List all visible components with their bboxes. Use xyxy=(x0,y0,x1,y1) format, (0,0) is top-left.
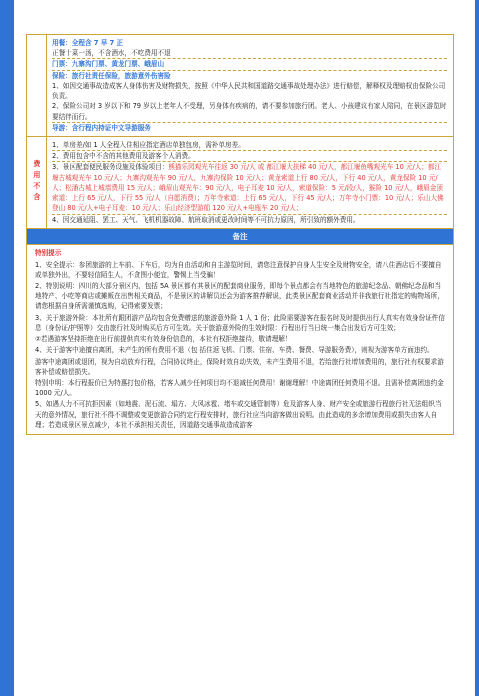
guide-title: 导游：含行程内持证中文导游服务 xyxy=(52,123,151,132)
meal-title: 用餐：全程含 7 早 7 正 xyxy=(52,39,124,47)
notes-header: 备注 xyxy=(27,229,453,246)
tickets-title: 门票：九寨沟门票、黄龙门票、峨眉山 xyxy=(52,59,447,70)
insurance-title: 保险：旅行社责任保险，旅游意外伤害险 xyxy=(52,71,171,80)
note-special-statement: 特别申明：本行程报价已为特惠打包价格，若客人减少任何项目均不退减任何费用！谢谢理解！中途离团任何费用不退。且需补偿离团违约金 1000 元/人。 xyxy=(35,378,444,398)
note-safety: 1、安全提示：参团旅游的上车前、下车后，均为自由活动和自主游览时间，请您注意保护自身人生安全及财物安全，请八住酒店后不要擅自或单独外出，不要轻信陌生人，不贪图小便宜，警惕上当受骗！ xyxy=(35,260,442,279)
meal-text: 正餐十菜一汤，不含酒水，不吃费用不退 xyxy=(52,48,447,59)
note-leaving-group: 4、关于游客中途擅自离团，未产生的所有费用不退（包 括住返飞机、门票、住宿、车费、餐费、导游服务费），则视为游客单方面违约。 xyxy=(35,346,434,355)
exclusion-item-4: 4、因交通延阻、罢工、天气、飞机机器故障、航班取消或更改时间等不可抗力原因，所引致的额外费用。 xyxy=(52,215,360,224)
note-force-majeure: 5、如遇人力不可抗拒因素（如地震、泥石流、塌方、大风冰雹、堵车或交通管制等）危及游客人身、财产安全或旅游行程旅行社无法组织当天的意外情况，旅行社不得不调整或变更旅游合同约定行程安排时，旅行社应当向游客做出说明。由此造成的多余增加费用或损失由客人自理；若造成景区景点减少，本社不承担相关责任，因道路交通事故造成游客 xyxy=(35,400,442,429)
right-frame-bar xyxy=(475,0,479,696)
itinerary-document xyxy=(26,34,454,435)
exclusions-side-label: 费用不含 xyxy=(32,160,41,205)
note-special-explanation: 2、特别说明：四川的大部分景区内，包括 5A 景区都有其景区的配套商业服务，即每个景点都会有当地特色的旅游纪念品、朝佛纪念品和当地特产、小吃等商店或摊贩在出售相关商品，不是景区的讲解员还会为游客推荐解说，此类景区配套商业活动并非我旅行社指定的购物场所，请您根据自身所需谨慎选购，记得索要发票； xyxy=(35,282,444,311)
left-frame-bar xyxy=(0,0,14,696)
exclusion-item-1: 1、单房差/如 1 人全程入住相应指定酒店单独包房，需补单房差。 xyxy=(52,140,447,151)
exclusion-item-3-lead: 3、景区配套便民服务设施及体验项目： xyxy=(52,163,169,172)
included-section xyxy=(27,35,453,137)
special-notice-title: 特别提示 xyxy=(35,249,62,258)
notes-body xyxy=(27,245,453,434)
note-insurance: 3、关于旅游外险：本社所有跟团游产品均包含免费赠送的旅游意外险 1 人 1 份；此险需要游客在报名时及时提供出行人真实有效身份证件信息（身份证/护照等）交由旅行社及时购买后方可生效。关于旅游意外险的生效时限：行程出行当日统一集合出发后方可生效； xyxy=(35,313,445,332)
exclusion-item-3-prices: 熊猫乐园观光车往返 30 元/人 或 都江堰大扶梯 40 元/人，都江堰鱼嘴观光车 10 元/人；都江堰古城观光车 10 元/人；九寨沟观光车 90 元/人，九寨沟保险 10 元/人；黄龙索道上行 80 元/人，下行 40 元/人，黄龙保险 10 元/人；松潘古城上城墙费用 15 元/人；峨眉山观光车：90 元/人，电子耳麦 10 元/人，索道保险：5 元/段/人，猴险 10 元/人，峨眉金顶索道：上行 65 元/人，下行 55 元/人（自愿消费）；万年寺索道：上行 65 元/人，下行 45 元/人；万年寺小门票：10 元/人；乐山大佛登山 80 元/人+电子耳麦：10 元/人；乐山经济型游船 120 元/人+电瓶车 20 元/人； xyxy=(52,163,444,213)
exclusions-content xyxy=(47,137,453,228)
included-side-cell xyxy=(27,35,47,136)
note-leaving-group-detail: 游客中途离团或退团，视为自动放弃行程，合同协议终止，保险时效自动失效，未产生费用不退，若给旅行社增加费用的，旅行社有权要求游客补偿或赔偿损失。 xyxy=(35,357,444,376)
insurance-paragraph-2: 2、保险公司对 3 岁以下和 79 岁以上老年人不受理，另身体有疾病的，请不要参加旅行团。老人、小孩建议有家人陪同，在景区游览时要结伴而行。 xyxy=(52,101,447,122)
note-insurance-refusal: ②若遇游客坚持拒绝在出行前提供真实有效身份信息的，本社有权拒绝接待，敬请理解！ xyxy=(35,335,292,344)
included-content xyxy=(47,35,453,136)
insurance-paragraph-1: 1、如因交通事故造成客人身体伤害及财物损失，按照《中华人民共和国道路交通事故处理办法》进行赔偿，解释权及理赔权由保险公司负责。 xyxy=(52,81,446,101)
exclusions-section xyxy=(27,137,453,229)
cost-table xyxy=(26,34,454,435)
exclusions-side-cell xyxy=(27,137,47,228)
exclusion-item-2: 2、费用包含中不含的其他费用及游客个人消费。 xyxy=(52,151,447,162)
exclusion-item-3 xyxy=(52,162,447,214)
